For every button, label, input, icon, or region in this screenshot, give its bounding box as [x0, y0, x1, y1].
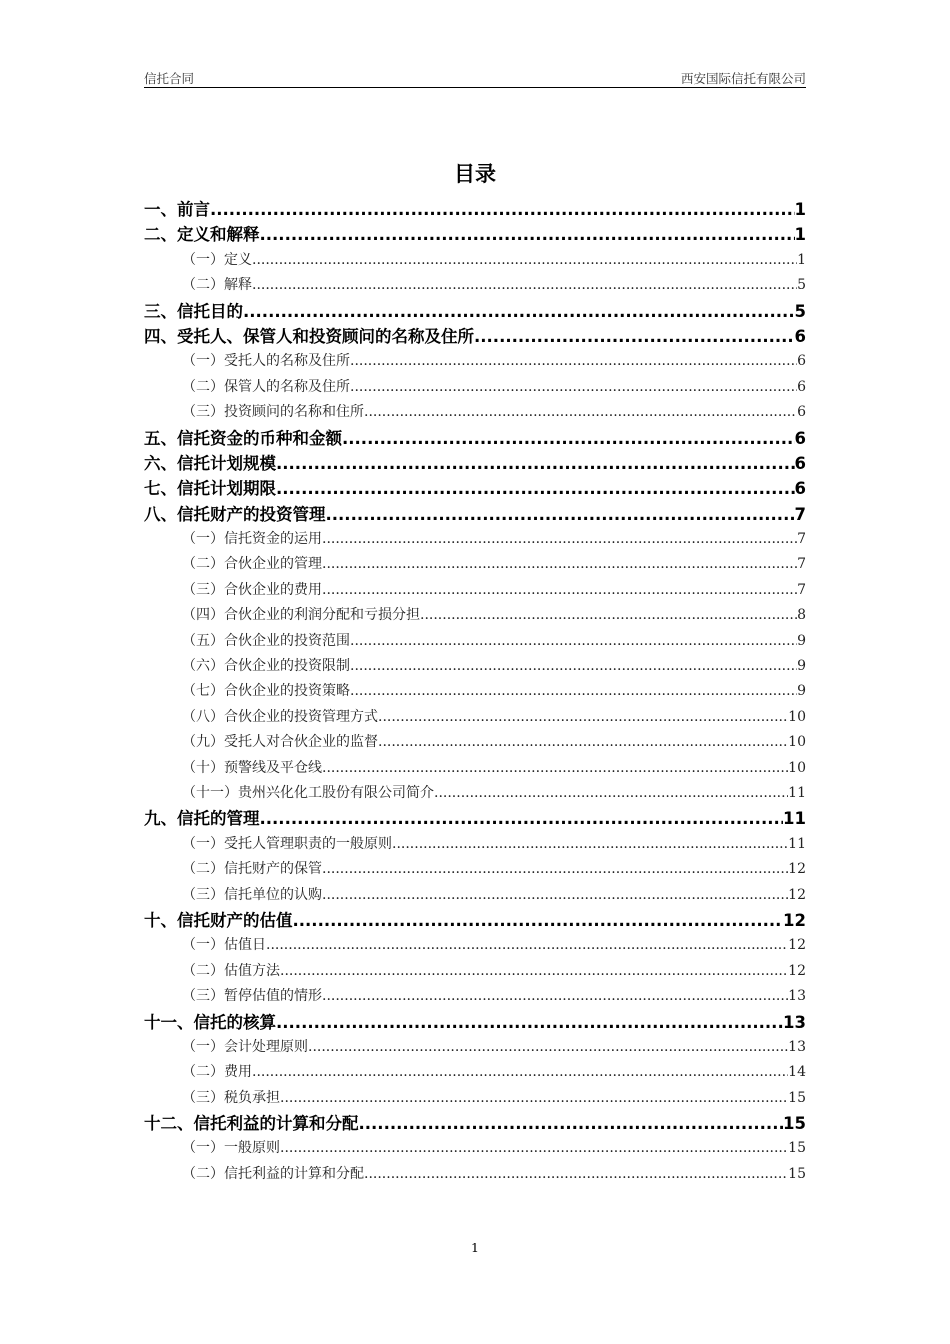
toc-entry-page: 6 — [794, 326, 806, 346]
toc-entry-page: 5 — [797, 277, 806, 294]
toc-entry-page: 12 — [788, 861, 806, 878]
toc-chapter-entry[interactable] — [144, 324, 806, 349]
toc-entry-title: （二）保管人的名称及住所 — [182, 378, 350, 395]
toc-dot-leader — [392, 832, 788, 857]
toc-entry-page: 6 — [797, 404, 806, 421]
toc-dot-leader — [252, 273, 797, 298]
toc-entry-title: 七、信托计划期限 — [144, 479, 276, 499]
toc-entry-title: （二）合伙企业的管理 — [182, 556, 322, 573]
toc-dot-leader — [342, 426, 795, 451]
toc-entry-page: 15 — [788, 1165, 806, 1182]
toc-chapter-entry[interactable] — [144, 222, 806, 247]
toc-entry-title: 五、信托资金的币种和金额 — [144, 428, 342, 448]
toc-entry-page: 6 — [797, 353, 806, 370]
toc-dot-leader — [322, 984, 788, 1009]
toc-entry-title: 二、定义和解释 — [144, 225, 260, 245]
toc-dot-leader — [322, 756, 788, 781]
toc-entry-page: 6 — [794, 453, 806, 473]
toc-dot-leader — [474, 324, 795, 349]
toc-entry-title: 十、信托财产的估值 — [144, 910, 293, 930]
toc-dot-leader — [322, 552, 797, 577]
toc-dot-leader — [276, 451, 795, 476]
toc-entry-title: （十）预警线及平仓线 — [182, 759, 322, 776]
toc-entry-page: 7 — [797, 556, 806, 573]
toc-dot-leader — [260, 806, 784, 831]
toc-dot-leader — [350, 629, 797, 654]
toc-chapter-entry[interactable] — [144, 426, 806, 451]
page-number: 1 — [471, 1240, 479, 1255]
toc-section-entry[interactable] — [144, 781, 806, 806]
toc-entry-page: 14 — [788, 1064, 806, 1081]
toc-entry-page: 5 — [794, 301, 806, 321]
toc-entry-title: 八、信托财产的投资管理 — [144, 504, 326, 524]
toc-entry-title: （二）费用 — [182, 1064, 252, 1081]
toc-section-entry[interactable] — [144, 933, 806, 958]
toc-chapter-entry[interactable] — [144, 1010, 806, 1035]
toc-dot-leader — [210, 197, 795, 222]
toc-entry-title: （九）受托人对合伙企业的监督 — [182, 734, 378, 751]
toc-dot-leader — [350, 349, 797, 374]
toc-dot-leader — [280, 1086, 788, 1111]
toc-entry-page: 1 — [794, 225, 806, 245]
toc-entry-title: 三、信托目的 — [144, 301, 243, 321]
toc-dot-leader — [378, 705, 788, 730]
toc-entry-title: （二）解释 — [182, 277, 252, 294]
toc-section-entry[interactable] — [144, 1136, 806, 1161]
toc-chapter-entry[interactable] — [144, 908, 806, 933]
toc-entry-page: 10 — [788, 759, 806, 776]
toc-section-entry[interactable] — [144, 832, 806, 857]
toc-entry-page: 9 — [797, 658, 806, 675]
toc-entry-page: 11 — [788, 835, 806, 852]
toc-entry-title: （五）合伙企业的投资范围 — [182, 632, 350, 649]
toc-entry-title: （三）税负承担 — [182, 1089, 280, 1106]
toc-dot-leader — [266, 933, 788, 958]
toc-entry-title: （十一）贵州兴化化工股份有限公司简介 — [182, 784, 434, 801]
toc-chapter-entry[interactable] — [144, 502, 806, 527]
toc-dot-leader — [243, 299, 795, 324]
toc-entry-title: 十一、信托的核算 — [144, 1012, 276, 1032]
toc-section-entry[interactable] — [144, 578, 806, 603]
toc-entry-title: （一）定义 — [182, 251, 252, 268]
toc-dot-leader — [260, 222, 795, 247]
toc-dot-leader — [252, 248, 797, 273]
toc-dot-leader — [322, 883, 788, 908]
toc-dot-leader — [326, 502, 795, 527]
toc-section-entry[interactable] — [144, 603, 806, 628]
toc-dot-leader — [359, 1111, 784, 1136]
toc-entry-title: （四）合伙企业的利润分配和亏损分担 — [182, 607, 420, 624]
toc-entry-page: 12 — [788, 886, 806, 903]
toc-chapter-entry[interactable] — [144, 476, 806, 501]
toc-entry-title: （一）一般原则 — [182, 1140, 280, 1157]
toc-dot-leader — [364, 400, 797, 425]
toc-section-entry[interactable] — [144, 883, 806, 908]
toc-entry-title: （二）估值方法 — [182, 962, 280, 979]
toc-entry-page: 8 — [797, 607, 806, 624]
toc-dot-leader — [293, 908, 784, 933]
toc-dot-leader — [350, 375, 797, 400]
toc-entry-title: 四、受托人、保管人和投资顾问的名称及住所 — [144, 326, 474, 346]
toc-entry-title: （二）信托利益的计算和分配 — [182, 1165, 364, 1182]
toc-entry-page: 12 — [788, 937, 806, 954]
toc-entry-page: 7 — [797, 531, 806, 548]
toc-entry-title: （三）投资顾问的名称和住所 — [182, 404, 364, 421]
toc-entry-page: 9 — [797, 683, 806, 700]
toc-dot-leader — [434, 781, 788, 806]
toc-entry-title: （三）信托单位的认购 — [182, 886, 322, 903]
toc-entry-page: 11 — [783, 809, 806, 829]
toc-entry-title: （六）合伙企业的投资限制 — [182, 658, 350, 675]
toc-entry-title: （一）估值日 — [182, 937, 266, 954]
toc-section-entry[interactable] — [144, 400, 806, 425]
toc-entry-page: 12 — [788, 962, 806, 979]
toc-dot-leader — [364, 1162, 788, 1187]
toc-dot-leader — [378, 730, 788, 755]
toc-section-entry[interactable] — [144, 1162, 806, 1187]
toc-section-entry[interactable] — [144, 248, 806, 273]
toc-entry-page: 12 — [783, 910, 806, 930]
toc-entry-page: 9 — [797, 632, 806, 649]
header-left-text: 信托合同 — [144, 71, 195, 86]
toc-section-entry[interactable] — [144, 375, 806, 400]
toc-entry-page: 7 — [797, 581, 806, 598]
page-header — [144, 68, 806, 88]
toc-section-entry[interactable] — [144, 984, 806, 1009]
toc-section-entry[interactable] — [144, 654, 806, 679]
toc-dot-leader — [322, 527, 797, 552]
toc-section-entry[interactable] — [144, 1086, 806, 1111]
toc-entry-page: 13 — [788, 988, 806, 1005]
toc-entry-title: （二）信托财产的保管 — [182, 861, 322, 878]
page-title: 目录 — [454, 162, 496, 186]
toc-entry-page: 15 — [783, 1114, 806, 1134]
toc-entry-title: （三）暂停估值的情形 — [182, 988, 322, 1005]
toc-entry-title: （八）合伙企业的投资管理方式 — [182, 708, 378, 725]
toc-entry-page: 13 — [783, 1012, 806, 1032]
toc-entry-page: 7 — [794, 504, 806, 524]
toc-dot-leader — [276, 1010, 783, 1035]
toc-entry-page: 6 — [794, 428, 806, 448]
toc-chapter-entry[interactable] — [144, 1111, 806, 1136]
toc-dot-leader — [308, 1035, 788, 1060]
toc-entry-page: 6 — [794, 479, 806, 499]
toc-entry-title: （一）受托人管理职责的一般原则 — [182, 835, 392, 852]
toc-entry-page: 11 — [788, 784, 806, 801]
toc-section-entry[interactable] — [144, 730, 806, 755]
toc-section-entry[interactable] — [144, 756, 806, 781]
toc-entry-page: 13 — [788, 1038, 806, 1055]
toc-chapter-entry[interactable] — [144, 806, 806, 831]
toc-entry-title: （七）合伙企业的投资策略 — [182, 683, 350, 700]
toc-dot-leader — [350, 679, 797, 704]
toc-section-entry[interactable] — [144, 629, 806, 654]
toc-dot-leader — [276, 476, 795, 501]
toc-dot-leader — [322, 578, 797, 603]
toc-dot-leader — [420, 603, 797, 628]
toc-dot-leader — [252, 1060, 788, 1085]
toc-entry-title: （一）会计处理原则 — [182, 1038, 308, 1055]
header-right-text: 西安国际信托有限公司 — [680, 71, 806, 86]
toc-entry-title: 六、信托计划规模 — [144, 453, 276, 473]
toc-section-entry[interactable] — [144, 959, 806, 984]
toc-entry-page: 10 — [788, 708, 806, 725]
table-of-contents — [144, 197, 806, 1187]
toc-chapter-entry[interactable] — [144, 197, 806, 222]
toc-section-entry[interactable] — [144, 857, 806, 882]
toc-entry-title: 十二、信托利益的计算和分配 — [144, 1114, 359, 1134]
toc-entry-page: 15 — [788, 1089, 806, 1106]
toc-entry-page: 1 — [794, 200, 806, 219]
toc-section-entry[interactable] — [144, 552, 806, 577]
toc-entry-title: （一）信托资金的运用 — [182, 531, 322, 548]
toc-entry-title: 九、信托的管理 — [144, 809, 260, 829]
toc-section-entry[interactable] — [144, 705, 806, 730]
toc-chapter-entry[interactable] — [144, 299, 806, 324]
toc-entry-page: 15 — [788, 1140, 806, 1157]
toc-section-entry[interactable] — [144, 349, 806, 374]
toc-entry-title: （三）合伙企业的费用 — [182, 581, 322, 598]
toc-section-entry[interactable] — [144, 1035, 806, 1060]
toc-entry-page: 6 — [797, 378, 806, 395]
toc-dot-leader — [280, 1136, 788, 1161]
toc-entry-title: 一、前言 — [144, 200, 210, 219]
toc-entry-page: 1 — [797, 251, 806, 268]
toc-section-entry[interactable] — [144, 273, 806, 298]
toc-dot-leader — [322, 857, 788, 882]
toc-section-entry[interactable] — [144, 679, 806, 704]
toc-dot-leader — [280, 959, 788, 984]
toc-chapter-entry[interactable] — [144, 451, 806, 476]
toc-section-entry[interactable] — [144, 1060, 806, 1085]
toc-entry-page: 10 — [788, 734, 806, 751]
toc-entry-title: （一）受托人的名称及住所 — [182, 353, 350, 370]
toc-section-entry[interactable] — [144, 527, 806, 552]
toc-dot-leader — [350, 654, 797, 679]
